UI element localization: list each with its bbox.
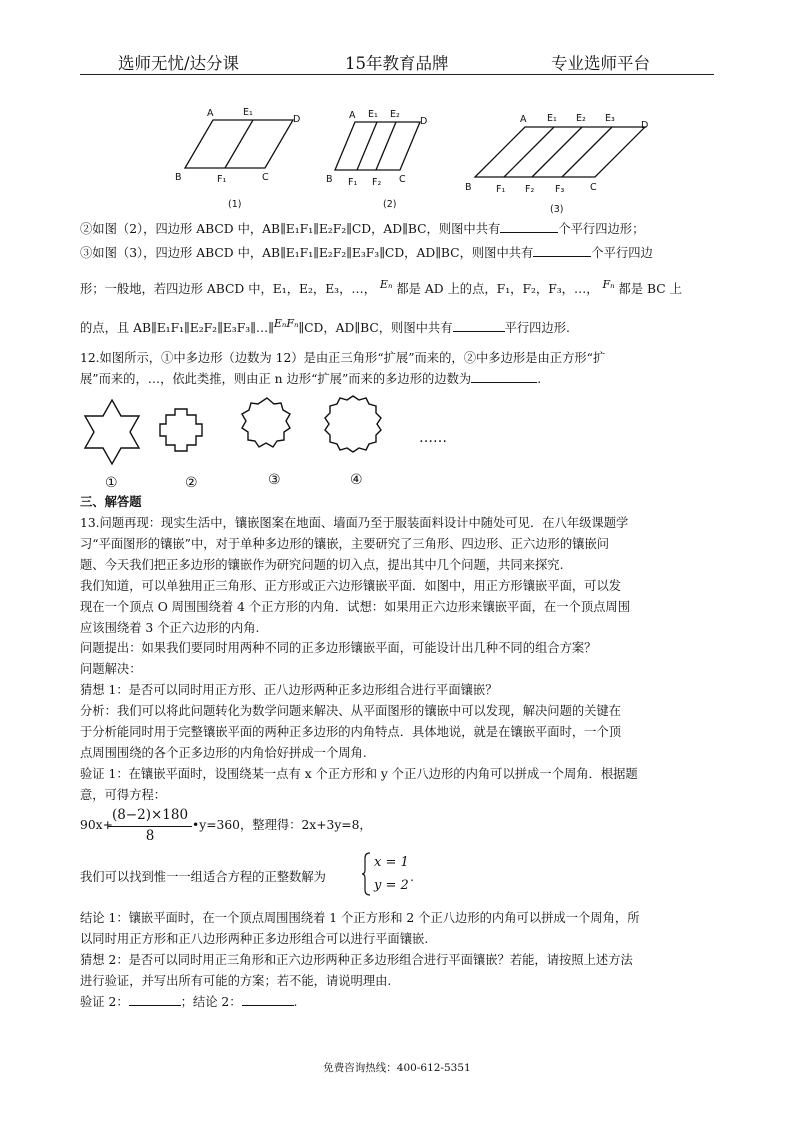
fig3-label: F₃	[555, 184, 565, 195]
math-fn: Fₙ	[602, 278, 615, 291]
header-slogan: 15年教育品牌	[345, 54, 449, 73]
fig3-label: E₁	[547, 113, 557, 124]
expanded-polygons-figure	[80, 390, 480, 490]
q13-line: 13.问题再现：现实生活中，镶嵌图案在地面、墙面乃至于服装面料设计中随处可见．在八年级课题学	[80, 516, 629, 530]
q13-line: 进行验证，并写出所有可能的方案；若不能，请说明理由.	[80, 974, 392, 988]
q13-line: 点周围围绕的各个正多边形的内角恰好拼成一个周角.	[80, 746, 367, 760]
q13-line: 猜想 2：是否可以同时用正三角形和正六边形两种正多边形组合进行平面镶嵌？若能，请按照上述方法	[80, 953, 633, 967]
q13-line: 题、今天我们把正多边形的镶嵌作为研究问题的切入点，提出其中几个问题，共同来探究.	[80, 558, 564, 572]
q13-line: 验证 1：在镶嵌平面时，设围绕某一点有 x 个正方形和 y 个正八边形的内角可以拼成一个周角．根据题	[80, 767, 638, 781]
fig2-caption: (2)	[383, 199, 397, 210]
q11-line	[80, 278, 682, 298]
q11-text: 个平行四边	[591, 246, 653, 260]
answer-blank	[242, 994, 294, 1006]
fig3-label: F₂	[525, 184, 535, 195]
q13-line: 习“平面图形的镶嵌”中，对于单种多边形的镶嵌，主要研究了三角形、四边形、正六边形的镶嵌问	[80, 537, 610, 551]
q11-text: ②如图（2），四边形 ABCD 中，AB∥E₁F₁∥E₂F₂∥CD，AD∥BC，则图中共有	[80, 222, 501, 236]
q11-text: 形；一般地，若四边形 ABCD 中，E₁，E₂，E₃，…，	[80, 282, 376, 296]
fig2-label: C	[399, 174, 406, 185]
q13-line: 问题解决：	[80, 662, 142, 676]
q12-text: .	[537, 372, 542, 386]
expanded-square-shape	[160, 409, 202, 451]
equation-fraction	[108, 806, 192, 845]
q11-line	[80, 221, 644, 237]
q11-text: 都是 BC 上	[618, 282, 682, 296]
q13-text: .	[293, 995, 298, 1009]
expanded-hexagon-shape	[325, 396, 381, 452]
q12-line	[80, 371, 541, 387]
hexagram-shape	[85, 400, 139, 464]
q13-line: 我们可以找到惟一一组适合方程的正整数解为	[80, 870, 326, 884]
expanded-pentagon-shape	[242, 398, 290, 447]
q11-text: 个平行四边形；	[558, 222, 645, 236]
brace-icon	[361, 852, 371, 896]
q13-line: 现在一个顶点 O 周围围绕着 4 个正方形的内角．试想：如果用正六边形来镶嵌平面，在一个顶点周围	[80, 600, 631, 614]
equation-left: 90x+	[80, 818, 113, 832]
math-en: Eₙ	[379, 278, 393, 291]
fig3-label: B	[465, 182, 472, 193]
fraction-numerator: (8−2)×180	[108, 806, 192, 827]
fig1-caption: (1)	[228, 199, 242, 210]
q11-text: ∥CD，AD∥BC，则图中共有	[298, 321, 453, 335]
parallelogram-figure-3	[460, 100, 660, 215]
footer-hotline: 免费咨询热线：400-612-5351	[323, 1062, 471, 1074]
q12-text: 展”而来的，…，依此类推，则由正 n 边形“扩展”而来的多边形的边数为	[80, 372, 472, 386]
solution-y: y = 2	[374, 878, 409, 893]
fig1-label: B	[175, 172, 182, 183]
q11-text: ③如图（3），四边形 ABCD 中，AB∥E₁F₁∥E₂F₂∥E₃F₃∥CD，AD∥BC，则图中共有	[80, 246, 534, 260]
q11-text: 的点，且 AB∥E₁F₁∥E₂F₂∥E₃F₃∥…∥	[80, 321, 274, 335]
figure-index-label: ③	[268, 472, 281, 488]
q13-line: 分析：我们可以将此问题转化为数学问题来解决、从平面图形的镶嵌中可以发现，解决问题的关键在	[80, 704, 622, 718]
fig3-label: D	[641, 120, 649, 131]
fig3-label: A	[520, 114, 527, 125]
figure-index-label: ④	[350, 472, 363, 488]
answer-blank	[471, 371, 537, 383]
header-rule	[80, 74, 714, 75]
q11-text: 都是 AD 上的点，F₁，F₂，F₃，…，	[396, 282, 599, 296]
q12-line	[80, 350, 605, 366]
q11-text: 平行四边形.	[504, 321, 570, 335]
section-title: 三、解答题	[80, 494, 142, 509]
q11-line	[80, 317, 570, 337]
page-header	[0, 46, 794, 74]
fig2-label: B	[326, 174, 333, 185]
fig2-label: E₂	[390, 109, 400, 120]
figure-index-label: ②	[185, 475, 198, 491]
fig2-label: E₁	[368, 109, 378, 120]
header-brand: 选师无忧/达分课	[118, 54, 240, 73]
q13-line: 问题提出：如果我们要同时用两种不同的正多边形镶嵌平面，可能设计出几种不同的组合方案？	[80, 641, 597, 655]
q13-line: 于分析能同时用于完整镶嵌平面的两种正多边形的内角特点．具体地说，就是在镶嵌平面时，一个顶	[80, 725, 622, 739]
q13-line: 应该围绕着 3 个正六边形的内角.	[80, 621, 260, 635]
fig1-label: C	[262, 172, 269, 183]
fig1-label: D	[293, 114, 301, 125]
figure-index-label: ①	[105, 475, 118, 491]
fig3-label: C	[590, 182, 597, 193]
fig1-label: F₁	[217, 174, 227, 185]
fig2-label: F₂	[372, 177, 382, 188]
answer-blank	[500, 221, 558, 233]
fig2-label: A	[349, 110, 356, 121]
solution-end: .	[410, 870, 414, 884]
q13-text: ；结论 2：	[180, 995, 242, 1009]
solution-x: x = 1	[374, 855, 409, 870]
fig3-label: E₃	[605, 113, 615, 124]
fig3-label: F₁	[496, 184, 506, 195]
header-platform: 专业选师平台	[551, 54, 650, 73]
parallelogram-figure-1	[165, 100, 315, 215]
q13-text: 验证 2：	[80, 995, 129, 1009]
math-enfn: EₙFₙ	[273, 317, 299, 330]
q13-line: 以同时用正方形和正八边形两种正多边形组合可以进行平面镶嵌.	[80, 932, 429, 946]
parallelogram-figure-2	[320, 100, 430, 215]
equation-right: •y=360，整理得：2x+3y=8，	[192, 818, 372, 832]
q13-line	[80, 994, 297, 1010]
fig3-label: E₂	[576, 113, 586, 124]
fig1-label: A	[207, 108, 214, 119]
answer-blank	[129, 994, 181, 1006]
fig3-caption: (3)	[550, 204, 564, 215]
q13-line: 结论 1：镶嵌平面时，在一个顶点周围围绕着 1 个正方形和 2 个正八边形的内角可以拼成一个周角，所	[80, 911, 640, 925]
q13-line: 意，可得方程：	[80, 788, 167, 802]
fig2-label: F₁	[348, 177, 358, 188]
q12-text: 12.如图所示，①中多边形（边数为 12）是由正三角形“扩展”而来的，②中多边形是由正方形“扩	[80, 351, 606, 365]
fig2-label: D	[420, 116, 428, 127]
fig1-label: E₁	[243, 107, 253, 118]
answer-blank	[533, 245, 591, 257]
q13-line: 猜想 1：是否可以同时用正方形、正八边形两种正多边形组合进行平面镶嵌？	[80, 683, 498, 697]
answer-blank	[453, 320, 505, 332]
q11-line	[80, 245, 653, 261]
q13-line: 我们知道，可以单独用正三角形、正方形或正六边形镶嵌平面．如图中，用正方形镶嵌平面，可以发	[80, 579, 622, 593]
fraction-denominator: 8	[145, 828, 155, 844]
ellipsis-text: ……	[419, 430, 447, 446]
